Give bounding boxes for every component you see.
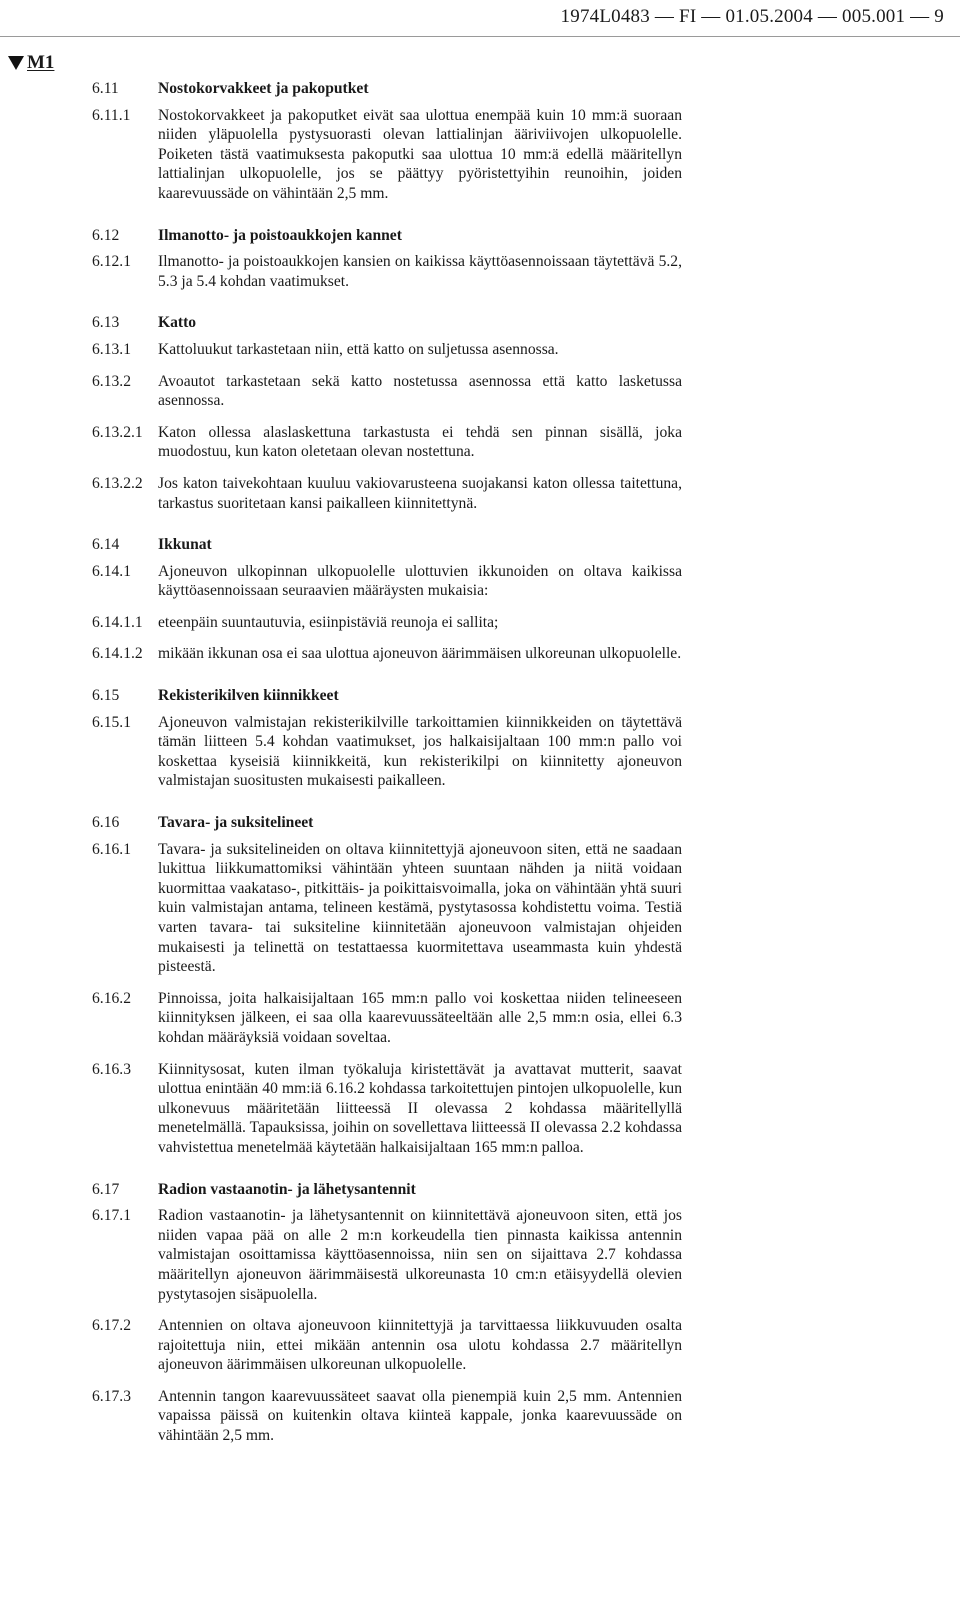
section-title: Ilmanotto- ja poistoaukkojen kannet bbox=[158, 226, 402, 244]
section-number: 6.16.2 bbox=[92, 989, 131, 1007]
section-text: Antennien on oltava ajoneuvoon kiinnitettyjä ja tarvittaessa liikkuvuuden osalta rajoitettuja niin, ettei mikään antennin osa ulotu kohdassa 2.7 määritellyn ajoneuvon äärimmäisen ulkoreunan ulkopuolelle. bbox=[158, 1317, 682, 1374]
section-text: Katon ollessa alaslaskettuna tarkastusta ei tehdä sen pinnan sisällä, joka muodostuu, kun katon oletetaan olevan nostettuna. bbox=[158, 423, 682, 461]
section-paragraph bbox=[92, 562, 682, 601]
section-number: 6.11.1 bbox=[92, 106, 131, 124]
section-heading bbox=[92, 1180, 682, 1200]
section-text: eteenpäin suuntautuvia, esiinpistäviä reunoja ei sallita; bbox=[158, 613, 499, 631]
section-text: Kattoluukut tarkastetaan niin, että katto on suljetussa asennossa. bbox=[158, 340, 559, 358]
section-text: Kiinnitysosat, kuten ilman työkaluja kiristettävät ja avattavat mutterit, saavat ulottua enintään 40 mm:iä 6.16.2 kohdassa tarkoitettujen pintojen ulkopuolelle, kun ulkonevuus määritetään liitteessä II olevassa 2 kohdassa määritellyllä menetelmällä. Tapauksissa, joihin on sovellettava liitteessä II olevassa 2.2 kohdassa vahvistettua menetelmää käytetään halkaisijaltaan 165 mm:n palloa. bbox=[158, 1060, 682, 1156]
section-text: Tavara- ja suksitelineiden on oltava kiinnitettyjä ajoneuvoon siten, että ne saadaan lukittua liikkumattomiksi vähintään yhteen suuntaan nähden ja niitä voidaan kuormittaa vaakataso-, pitkittäis- ja poikittaisvoimalla, joka on vähintään yhtä suuri kuin valmistajan antama, telineen kestämä, pystytasossa kohdistettu voima. Testiä varten tavara- tai suksiteline kiinnitetään ajoneuvoon valmistajan ohjeiden mukaisesti ja telinettä on testattaessa kuormitettava useammasta kuin yhdestä pisteestä. bbox=[158, 840, 682, 976]
section-paragraph bbox=[92, 989, 682, 1048]
triangle-down-icon bbox=[8, 56, 24, 70]
section-number: 6.17.2 bbox=[92, 1317, 131, 1335]
section-paragraph bbox=[92, 840, 682, 977]
section-title: Rekisterikilven kiinnikkeet bbox=[158, 687, 339, 705]
section-heading bbox=[92, 535, 682, 555]
section-number: 6.11 bbox=[92, 80, 119, 97]
section-title: Nostokorvakkeet ja pakoputket bbox=[158, 80, 369, 97]
section-text: Antennin tangon kaarevuussäteet saavat olla pienempiä kuin 2,5 mm. Antennien vapaissa päissä on kuitenkin oltava kiinteä kappale, jonka kaarevuussäde on vähintään 2,5 mm. bbox=[158, 1387, 682, 1445]
section-paragraph bbox=[92, 474, 682, 513]
section-number: 6.12.1 bbox=[92, 253, 131, 271]
section-text: Ajoneuvon valmistajan rekisterikilville tarkoittamien kiinnikkeiden on täytettävä tämän liitteen 5.4 kohdan vaatimukset, jos halkaisijaltaan 100 mm:n pallo voi koskettaa kyseisiä kiinnikkeitä, kun rekisterikilpi on kiinnitetty ajoneuvon valmistajan suositusten mukaisesti paikalleen. bbox=[158, 713, 682, 790]
header-divider bbox=[0, 36, 960, 37]
document-header: 1974L0483 — FI — 01.05.2004 — 005.001 — 9 bbox=[560, 6, 944, 27]
section-text: Jos katon taivekohtaan kuuluu vakiovarusteena suojakansi katon ollessa taitettuna, tarkastus suoritetaan kansi paikalleen kiinnitettynä. bbox=[158, 474, 682, 512]
section-text: Pinnoissa, joita halkaisijaltaan 165 mm:n pallo voi koskettaa niiden telineeseen kiinnityksen jälkeen, ei saa olla kaarevuussäteeltään alle 2,5 mm:n osia, ellei 6.3 kohdan määräyksiä voidaan soveltaa. bbox=[158, 989, 682, 1046]
section-text: mikään ikkunan osa ei saa ulottua ajoneuvon äärimmäisen ulkoreunan ulkopuolelle. bbox=[158, 645, 682, 663]
section-title: Katto bbox=[158, 314, 197, 332]
section-paragraph bbox=[92, 340, 682, 360]
section-number: 6.16.1 bbox=[92, 840, 131, 858]
section-paragraph bbox=[92, 252, 682, 291]
section-number: 6.16 bbox=[92, 814, 120, 832]
section-number: 6.16.3 bbox=[92, 1060, 131, 1078]
section-text: Radion vastaanotin- ja lähetysantennit on kiinnitettävä ajoneuvoon siten, että jos niiden vapaa pää on alle 2 m:n korkeudella tien pinnasta kaikissa antennin valmistajan osoittamissa käyttöasennoissa, niin sen on sijaittava 2.7 kohdassa määritellyn ajoneuvon äärimmäisestä ulkoreunasta 10 cm:n etäisyydellä olevien pystytasojen sisäpuolella. bbox=[158, 1207, 682, 1303]
section-text: Ilmanotto- ja poistoaukkojen kansien on kaikissa käyttöasennoissaan täytettävä 5.2, 5.3 ja 5.4 kohdan vaatimukset. bbox=[158, 253, 682, 290]
section-number: 6.14.1.1 bbox=[92, 613, 143, 631]
section-number: 6.17.1 bbox=[92, 1207, 131, 1225]
section-number: 6.13.2 bbox=[92, 372, 131, 390]
section-paragraph bbox=[92, 423, 682, 462]
section-title: Radion vastaanotin- ja lähetysantennit bbox=[158, 1180, 416, 1198]
section-number: 6.14 bbox=[92, 536, 120, 554]
section-heading bbox=[92, 686, 682, 706]
section-number: 6.13.2.2 bbox=[92, 474, 143, 492]
amendment-label: M1 bbox=[27, 52, 55, 73]
section-heading bbox=[92, 226, 682, 246]
section-text: Avoautot tarkastetaan sekä katto nostetussa asennossa että katto lasketussa asennossa. bbox=[158, 372, 682, 410]
section-paragraph bbox=[92, 372, 682, 411]
section-paragraph bbox=[92, 1387, 682, 1446]
section-number: 6.13.1 bbox=[92, 340, 131, 358]
section-paragraph bbox=[92, 1060, 682, 1158]
section-number: 6.15 bbox=[92, 687, 120, 705]
section-paragraph bbox=[92, 106, 682, 204]
section-heading bbox=[92, 79, 682, 99]
section-text: Ajoneuvon ulkopinnan ulkopuolelle ulottuvien ikkunoiden on oltava kaikissa käyttöasennoissaan seuraavien määräysten mukaisia: bbox=[158, 562, 682, 600]
section-number: 6.13.2.1 bbox=[92, 423, 143, 441]
section-number: 6.14.1 bbox=[92, 562, 131, 580]
amendment-marker bbox=[8, 52, 54, 74]
section-heading bbox=[92, 813, 682, 833]
section-number: 6.17 bbox=[92, 1180, 120, 1198]
section-paragraph bbox=[92, 713, 682, 791]
section-number: 6.12 bbox=[92, 226, 120, 244]
section-text: Nostokorvakkeet ja pakoputket eivät saa ulottua enempää kuin 10 mm:ä suoraan niiden yläpuolella pystysuorasti olevan lattialinjan ääriviivojen ulkopuolelle. Poiketen tästä vaatimuksesta pakoputki saa ulottua 10 mm:ä edellä määritellyn lattialinjan ulkopuolelle, jos se päättyy pyöristettyihin reunoihin, joiden kaarevuussäde on vähintään 2,5 mm. bbox=[158, 106, 682, 202]
section-number: 6.14.1.2 bbox=[92, 645, 143, 663]
section-number: 6.15.1 bbox=[92, 713, 131, 731]
section-title: Ikkunat bbox=[158, 536, 212, 554]
section-number: 6.13 bbox=[92, 314, 120, 332]
section-number: 6.17.3 bbox=[92, 1387, 131, 1405]
section-heading bbox=[92, 313, 682, 333]
section-paragraph bbox=[92, 613, 682, 633]
document-body bbox=[92, 79, 682, 1446]
section-title: Tavara- ja suksitelineet bbox=[158, 814, 314, 832]
section-paragraph bbox=[92, 644, 682, 664]
section-paragraph bbox=[92, 1206, 682, 1304]
section-paragraph bbox=[92, 1316, 682, 1375]
